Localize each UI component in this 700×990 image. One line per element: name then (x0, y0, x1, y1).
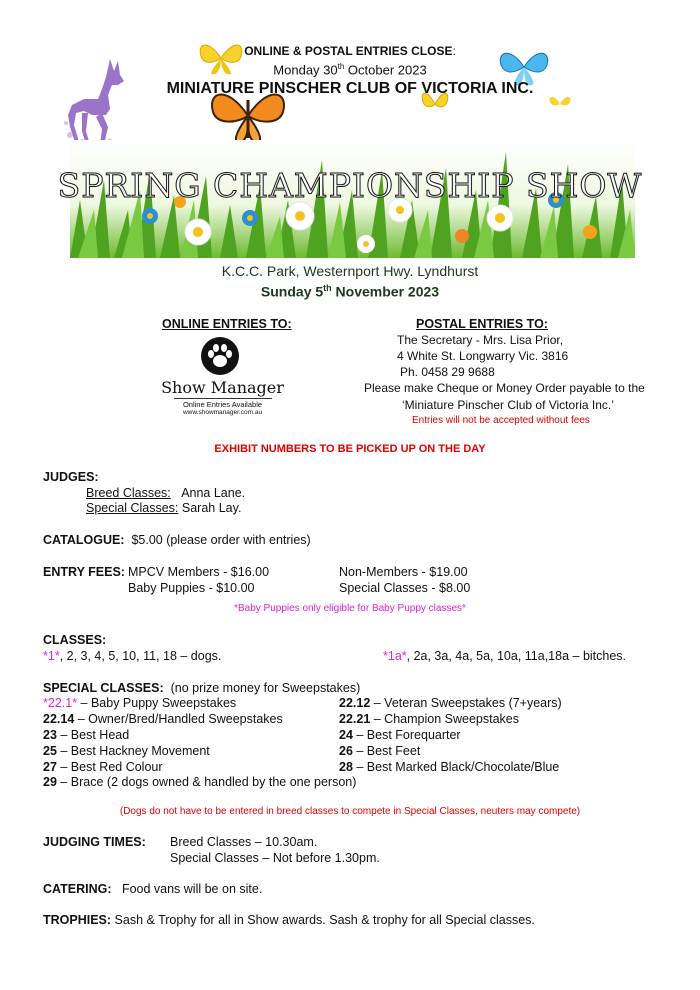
judging-time-special: Special Classes – Not before 1.30pm. (170, 851, 380, 865)
judging-time-breed: Breed Classes – 10.30am. (170, 835, 318, 849)
logo-divider (174, 398, 272, 399)
online-entries-heading: ONLINE ENTRIES TO: (162, 317, 292, 331)
show-title: SPRING CHAMPIONSHIP SHOW (57, 166, 643, 205)
show-manager-logo[interactable] (160, 336, 285, 421)
special-class-item: *22.1* – Baby Puppy Sweepstakes (43, 696, 237, 710)
logo-sub1: Online Entries Available (182, 400, 263, 409)
entries-close-date: Monday 30th October 2023 (273, 62, 427, 78)
special-class-item: 23 – Best Head (43, 728, 130, 742)
postal-line4: Please make Cheque or Money Order payable to the (364, 381, 645, 395)
postal-phone: Ph. 0458 29 9688 (400, 365, 495, 379)
special-class-item: 24 – Best Forequarter (339, 728, 461, 742)
catering: CATERING: Food vans will be on site. (43, 882, 263, 896)
entries-close-label: ONLINE & POSTAL ENTRIES CLOSE: (244, 44, 456, 58)
exhibit-notice: EXHIBIT NUMBERS TO BE PICKED UP ON THE DAY (214, 443, 486, 455)
special-classes-heading: SPECIAL CLASSES: (no prize money for Sweepstakes) (43, 681, 361, 695)
club-name: MINIATURE PINSCHER CLUB OF VICTORIA INC. (166, 80, 534, 97)
paw-icon (200, 336, 240, 376)
special-class-item: 29 – Brace (2 dogs owned & handled by the one person) (43, 775, 357, 789)
special-class-item: 26 – Best Feet (339, 744, 421, 758)
fee-special: Special Classes - $8.00 (339, 581, 471, 595)
entry-fees-label: ENTRY FEES: (43, 565, 125, 579)
special-class-item: 22.21 – Champion Sweepstakes (339, 712, 519, 726)
special-class-item: 22.12 – Veteran Sweepstakes (7+years) (339, 696, 562, 710)
classes-bitches: *1a*, 2a, 3a, 4a, 5a, 10a, 11a,18a – bitches. (383, 649, 627, 663)
judge-breed: Breed Classes: Anna Lane. (86, 486, 246, 500)
judges-label: JUDGES: (43, 470, 99, 484)
judging-times-label: JUDGING TIMES: (43, 835, 146, 849)
baby-puppy-note: *Baby Puppies only eligible for Baby Puppy classes* (234, 603, 466, 614)
postal-entries-heading: POSTAL ENTRIES TO: (416, 317, 548, 331)
logo-text: Show Manager (161, 378, 284, 397)
special-class-item: 25 – Best Hackney Movement (43, 744, 210, 758)
classes-label: CLASSES: (43, 633, 107, 647)
classes-dogs: *1*, 2, 3, 4, 5, 10, 11, 18 – dogs. (43, 649, 222, 663)
special-class-item: 28 – Best Marked Black/Chocolate/Blue (339, 760, 560, 774)
special-classes-footnote: (Dogs do not have to be entered in breed classes to compete in Special Classes, neuters may compete) (119, 806, 581, 817)
logo-sub2: www.showmanager.com.au (182, 409, 263, 416)
special-class-item: 22.14 – Owner/Bred/Handled Sweepstakes (43, 712, 283, 726)
show-date: Sunday 5th November 2023 (260, 283, 440, 300)
postal-line1: The Secretary - Mrs. Lisa Prior, (397, 333, 564, 347)
special-class-item: 27 – Best Red Colour (43, 760, 163, 774)
fee-baby: Baby Puppies - $10.00 (128, 581, 255, 595)
trophies: TROPHIES: Sash & Trophy for all in Show awards. Sash & trophy for all Special classes. (43, 913, 535, 927)
postal-line5: ‘Miniature Pinscher Club of Victoria Inc.’ (402, 398, 614, 412)
venue: K.C.C. Park, Westernport Hwy. Lyndhurst (221, 263, 479, 279)
fee-non-members: Non-Members - $19.00 (339, 565, 468, 579)
postal-fees-warning: Entries will not be accepted without fees (412, 415, 590, 426)
postal-line2: 4 White St. Longwarry Vic. 3816 (397, 349, 569, 363)
catalogue: CATALOGUE: $5.00 (please order with entries) (43, 533, 311, 547)
judge-special: Special Classes: Sarah Lay. (86, 501, 242, 515)
fee-mpcv: MPCV Members - $16.00 (128, 565, 270, 579)
